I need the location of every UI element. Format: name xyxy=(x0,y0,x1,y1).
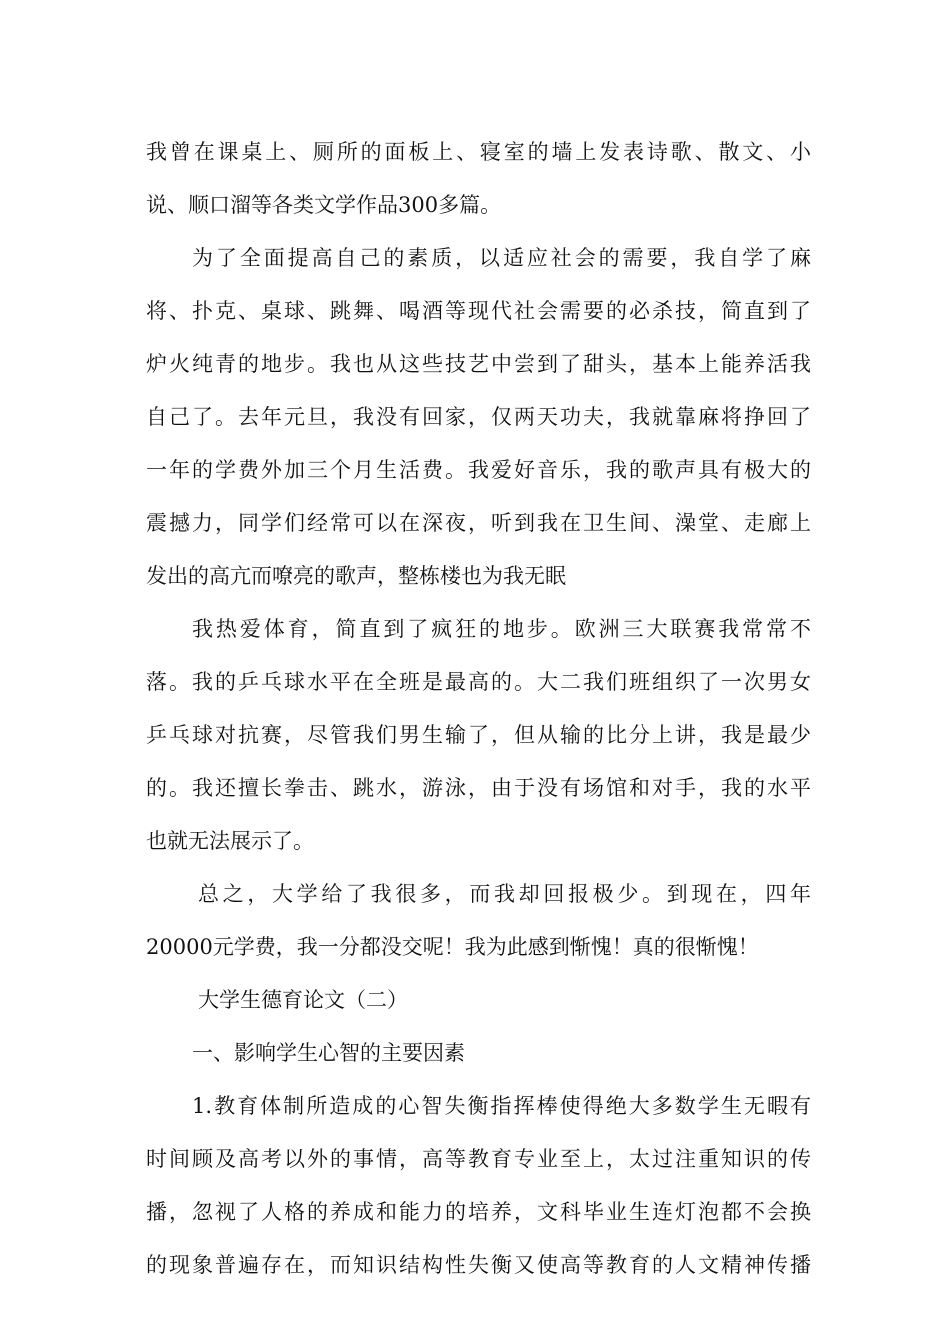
text-line: 发出的高亢而嘹亮的歌声，整栋楼也为我无眠 xyxy=(146,564,566,588)
text-line: 震撼力，同学们经常可以在深夜，听到我在卫生间、澡堂、走廊上 xyxy=(146,511,811,535)
text-line: 的现象普遍存在，而知识结构性失衡又使高等教育的人文精神传播 xyxy=(146,1253,811,1277)
text-line: 一年的学费外加三个月生活费。我爱好音乐，我的歌声具有极大的 xyxy=(146,458,811,482)
paragraph-first-line: 我热爱体育，简直到了疯狂的地步。欧洲三大联赛我常常不 xyxy=(192,617,811,641)
text-line: 说、顺口溜等各类文学作品300多篇。 xyxy=(146,193,502,217)
text-line: 自己了。去年元旦，我没有回家，仅两天功夫，我就靠麻将挣回了 xyxy=(146,405,811,429)
paragraph-first-line: 总之，大学给了我很多，而我却回报极少。到现在，四年 xyxy=(198,882,811,906)
text-line: 将、扑克、桌球、跳舞、喝酒等现代社会需要的必杀技，简直到了 xyxy=(146,299,811,323)
text-line: 我曾在课桌上、厕所的面板上、寝室的墙上发表诗歌、散文、小 xyxy=(146,140,811,164)
text-line: 炉火纯青的地步。我也从这些技艺中尝到了甜头，基本上能养活我 xyxy=(146,352,811,376)
paragraph-first-line: 为了全面提高自己的素质，以适应社会的需要，我自学了麻 xyxy=(192,246,811,270)
text-line: 时间顾及高考以外的事情，高等教育专业至上，太过注重知识的传 xyxy=(146,1147,811,1171)
section-heading: 一、影响学生心智的主要因素 xyxy=(192,1041,465,1065)
paragraph-first-line: 1.教育体制所造成的心智失衡指挥棒使得绝大多数学生无暇有 xyxy=(192,1094,811,1118)
text-line: 播，忽视了人格的养成和能力的培养，文科毕业生连灯泡都不会换 xyxy=(146,1200,811,1224)
text-line: 乒乓球对抗赛，尽管我们男生输了，但从输的比分上讲，我是最少 xyxy=(146,723,811,747)
section-title: 大学生德育论文（二） xyxy=(198,988,408,1012)
text-line: 也就无法展示了。 xyxy=(146,829,314,853)
text-line: 20000元学费，我一分都没交呢！我为此感到惭愧！真的很惭愧！ xyxy=(146,935,759,959)
text-line: 的。我还擅长拳击、跳水，游泳，由于没有场馆和对手，我的水平 xyxy=(146,776,811,800)
text-line: 落。我的乒乓球水平在全班是最高的。大二我们班组织了一次男女 xyxy=(146,670,811,694)
